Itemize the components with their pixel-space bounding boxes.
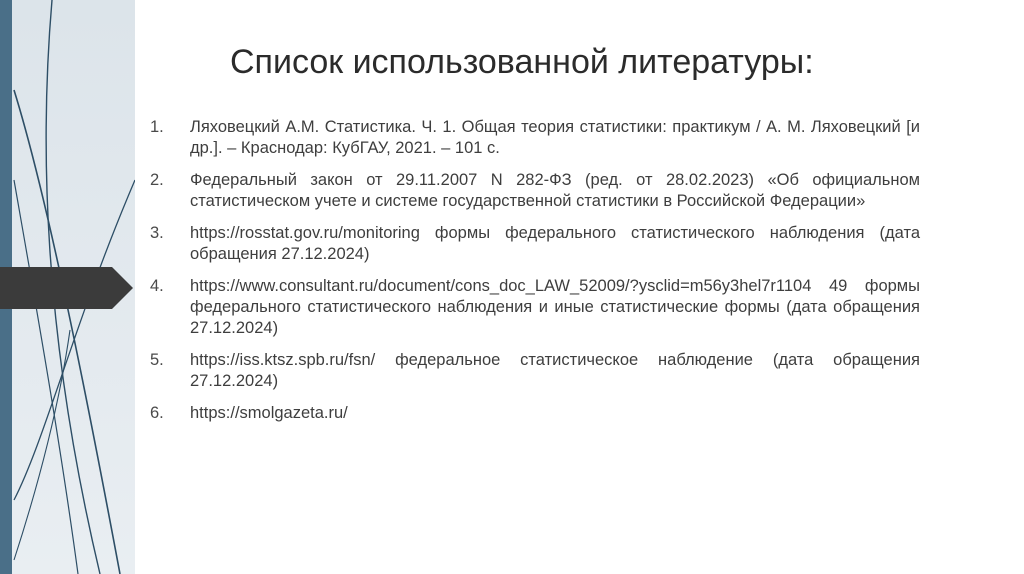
reference-number: 6. <box>150 404 164 422</box>
reference-item <box>140 117 920 159</box>
reference-number: 5. <box>150 351 164 369</box>
reference-text: https://rosstat.gov.ru/monitoring формы федерального статистического наблюдения (дата обращения 27.12.2024) <box>190 224 920 263</box>
reference-number: 2. <box>150 171 164 189</box>
reference-item <box>140 223 920 265</box>
reference-number: 1. <box>150 118 164 136</box>
reference-list <box>140 117 920 435</box>
reference-item <box>140 350 920 392</box>
reference-text: https://smolgazeta.ru/ <box>190 404 348 422</box>
reference-number: 4. <box>150 277 164 295</box>
reference-text: https://iss.ktsz.spb.ru/fsn/ федеральное статистическое наблюдение (дата обращения 27.12.2024) <box>190 351 920 390</box>
arrow-tab-icon <box>0 267 133 309</box>
reference-item <box>140 276 920 339</box>
reference-text: Ляховецкий А.М. Статистика. Ч. 1. Общая теория статистики: практикум / А. М. Ляховецкий [и др.]. – Краснодар: КубГАУ, 2021. – 101 с. <box>190 118 920 157</box>
reference-number: 3. <box>150 224 164 242</box>
reference-item <box>140 403 920 424</box>
deco-line-2 <box>14 90 120 574</box>
reference-text: Федеральный закон от 29.11.2007 N 282-ФЗ (ред. от 28.02.2023) «Об официальном статистическом учете и системе государственной статистики в Российской Федерации» <box>190 171 920 210</box>
reference-item <box>140 170 920 212</box>
slide-title: Список использованной литературы: <box>230 43 814 81</box>
reference-text: https://www.consultant.ru/document/cons_doc_LAW_52009/?ysclid=m56y3hel7r1104 49 формы федерального статистического наблюдения и иные статистические формы (дата обращения 27.12.2024) <box>190 277 920 337</box>
deco-line-3 <box>14 180 78 574</box>
